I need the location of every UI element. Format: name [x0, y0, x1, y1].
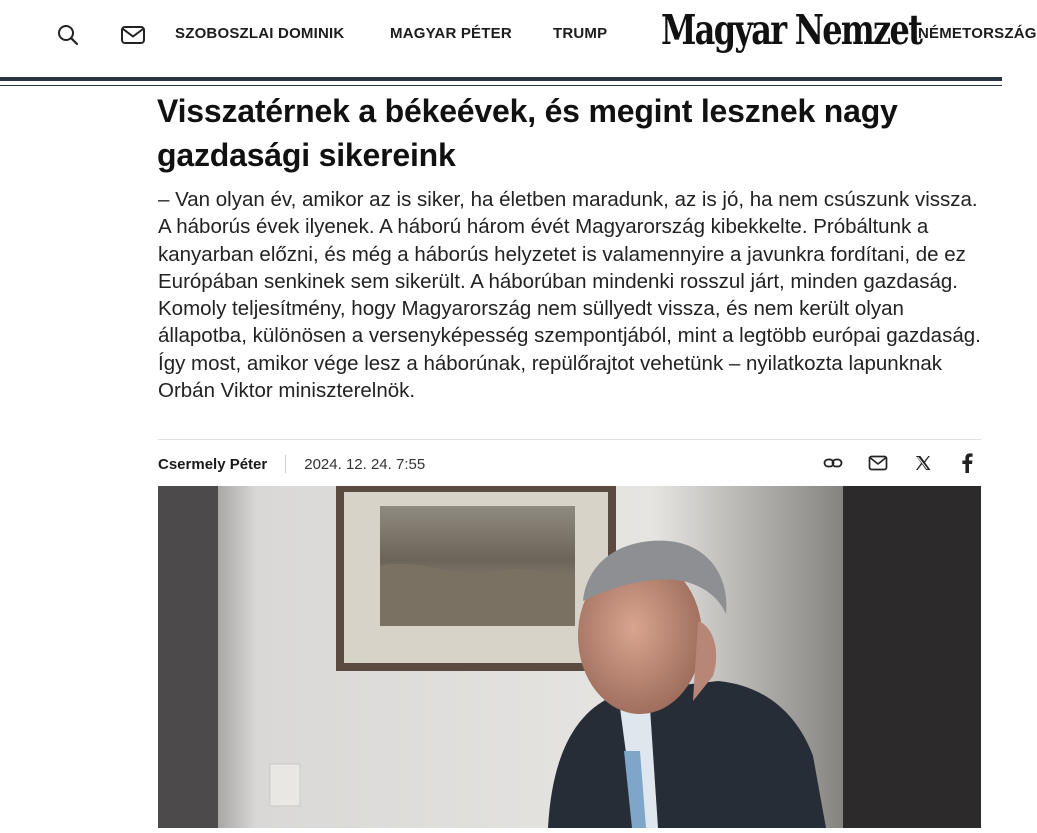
- author-name[interactable]: Csermely Péter: [158, 455, 268, 473]
- facebook-icon-graphic: [960, 453, 974, 473]
- search-icon-graphic: [56, 23, 80, 47]
- share-mail-icon[interactable]: [867, 452, 889, 474]
- header-rule-thin: [0, 85, 1002, 86]
- header-rule-thick: [0, 77, 1002, 81]
- byline: [158, 454, 425, 474]
- nav-item-nemetorszag[interactable]: NÉMETORSZÁG: [918, 25, 1037, 42]
- link-icon[interactable]: [822, 452, 844, 474]
- byline-divider: [158, 439, 981, 440]
- article-hero-photo: [158, 486, 981, 828]
- x-icon-graphic: [914, 454, 932, 472]
- nav-item-trump[interactable]: TRUMP: [553, 25, 608, 42]
- hero-photo-illustration: [158, 486, 981, 828]
- publish-date: 2024. 12. 24. 7:55: [304, 455, 426, 473]
- facebook-icon[interactable]: [956, 452, 978, 474]
- x-icon[interactable]: [912, 452, 934, 474]
- site-logo[interactable]: Magyar Nemzet: [661, 6, 922, 54]
- article-lead: – Van olyan év, amikor az is siker, ha életben maradunk, az is jó, ha nem csúszunk vissza. A háborús évek ilyenek. A háború három évét Magyarország kibekkelte. Próbáltunk a kanyarban előzni, és még a háborús helyzetet is valamennyire a javunkra fordítani, de ez Európában senkinek sem sikerült. A háborúban mindenki rosszul járt, minden gazdaság. Komoly teljesítmény, hogy Magyarország nem süllyedt vissza, és nem került olyan állapotba, különösen a versenyképesség szempontjából, mint a legtöbb európai gazdaság. Így most, amikor vége lesz a háborúnak, repülőrajtot vehetünk – nyilatkozta lapunknak Orbán Viktor miniszterelnök.: [158, 188, 981, 403]
- link-icon-graphic: [823, 453, 843, 473]
- mail-icon[interactable]: [120, 22, 146, 48]
- nav-item-magyar-peter[interactable]: MAGYAR PÉTER: [390, 25, 512, 42]
- byline-separator: [285, 455, 286, 473]
- nav-item-szoboszlai[interactable]: SZOBOSZLAI DOMINIK: [175, 25, 345, 42]
- article-title: Visszatérnek a békeévek, és megint lesznek nagy gazdasági sikereink: [157, 93, 898, 173]
- share-mail-icon-graphic: [868, 454, 888, 472]
- mail-icon-graphic: [120, 24, 146, 46]
- search-icon[interactable]: [55, 22, 81, 48]
- site-header: [0, 0, 1037, 78]
